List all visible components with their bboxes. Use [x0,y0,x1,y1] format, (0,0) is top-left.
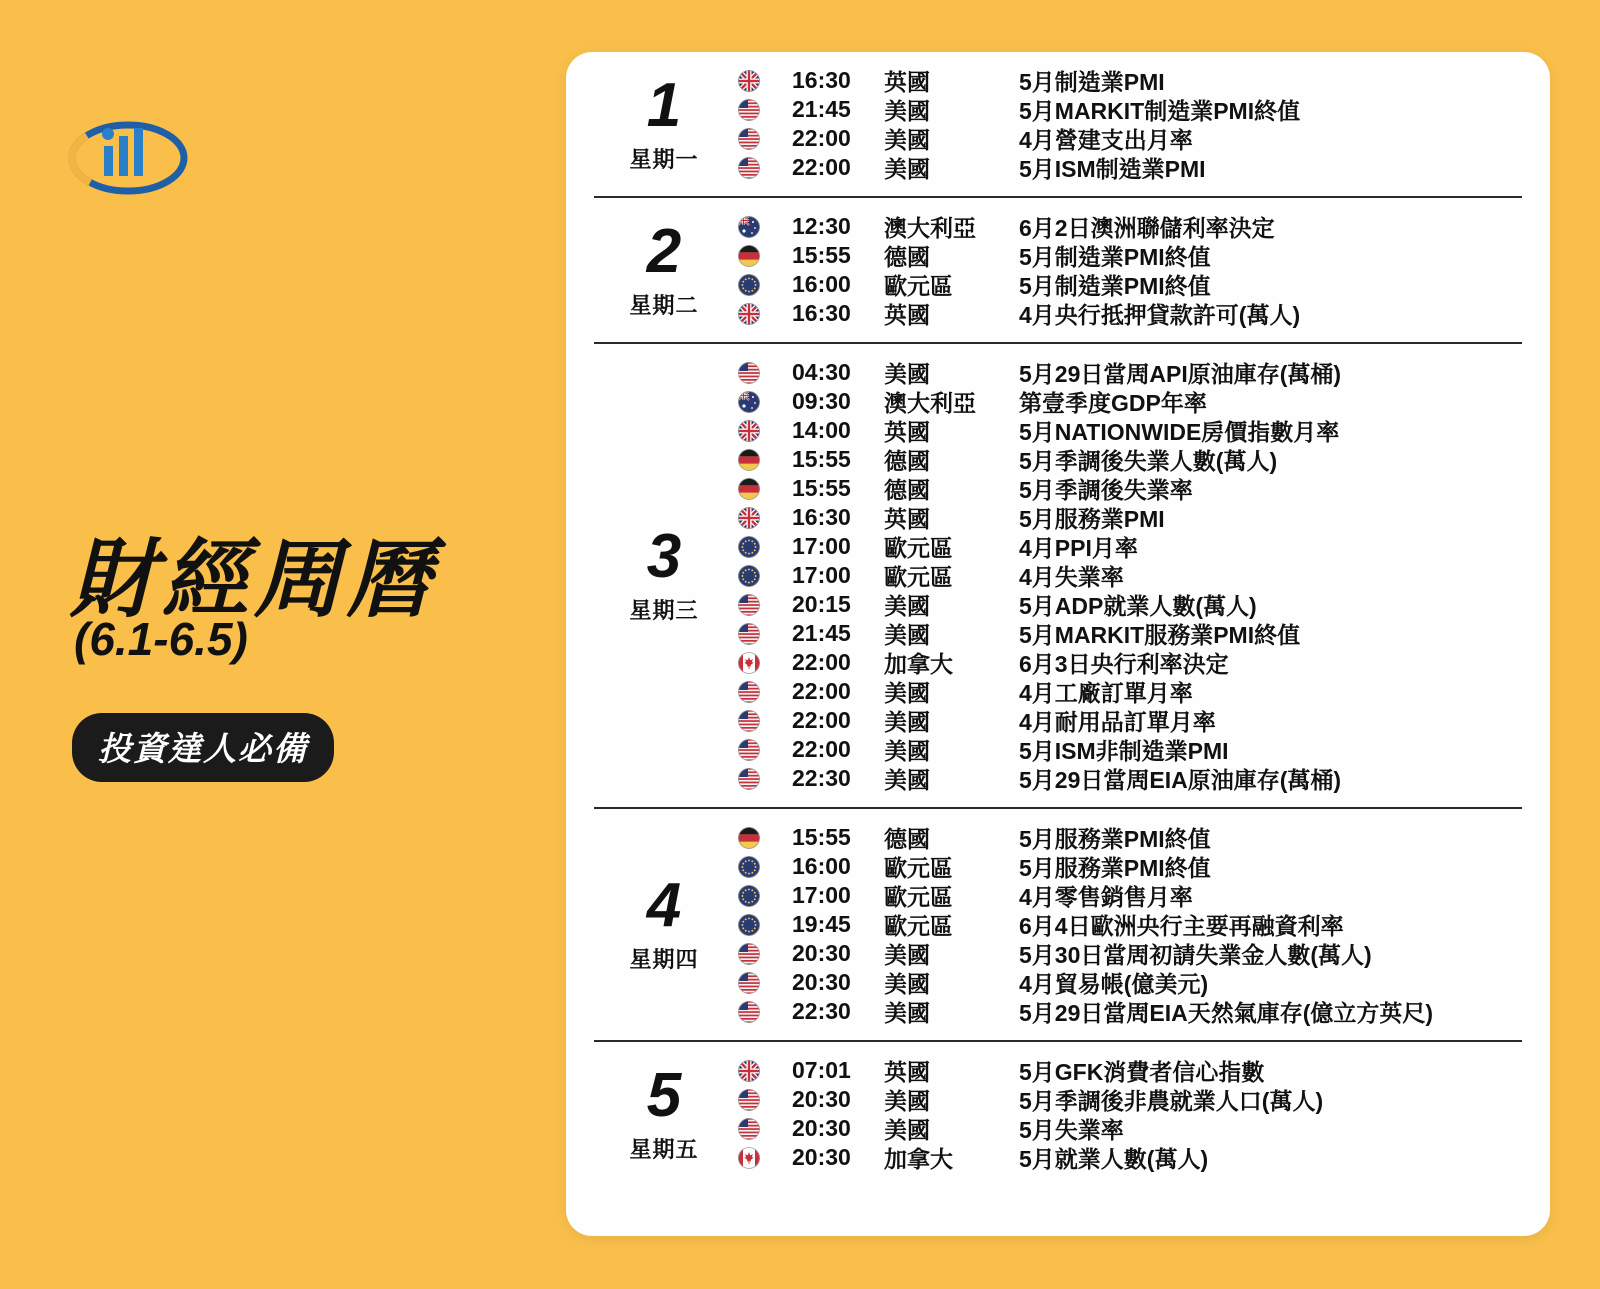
us-flag-icon [734,739,764,761]
australia-flag-icon [734,216,764,238]
event-name: 6月2日澳洲聯儲利率決定 [1019,215,1275,241]
us-flag-icon [734,157,764,179]
event-name: 6月3日央行利率決定 [1019,651,1229,677]
event-row[interactable] [734,939,1522,968]
calendar-card [566,52,1550,1236]
event-time: 20:15 [792,591,851,617]
us-flag-icon [734,128,764,150]
australia-flag-icon [734,391,764,413]
us-flag-icon [734,710,764,732]
event-row[interactable] [734,241,1522,270]
day-block [594,1040,1522,1186]
us-flag-icon [734,362,764,384]
left-panel [0,0,570,1289]
event-row[interactable] [734,66,1522,95]
event-row[interactable] [734,764,1522,793]
event-row[interactable] [734,561,1522,590]
eu-flag-icon [734,914,764,936]
event-name: 4月貿易帳(億美元) [1019,971,1209,997]
event-country: 美國 [884,127,930,153]
event-name: 5月服務業PMI [1019,506,1165,532]
us-flag-icon [734,1089,764,1111]
event-row[interactable] [734,387,1522,416]
day-block [594,196,1522,342]
day-events [734,1042,1522,1186]
event-row[interactable] [734,358,1522,387]
event-row[interactable] [734,416,1522,445]
event-name: 4月工廠訂單月率 [1019,680,1193,706]
event-time: 16:00 [792,271,851,297]
event-name: 5月季調後失業人數(萬人) [1019,448,1278,474]
event-time: 17:00 [792,562,851,588]
event-name: 6月4日歐洲央行主要再融資利率 [1019,913,1344,939]
us-flag-icon [734,972,764,994]
day-block [594,52,1522,196]
us-flag-icon [734,681,764,703]
event-country: 歐元區 [884,855,953,881]
eu-flag-icon [734,885,764,907]
event-name: 5月服務業PMI終值 [1019,855,1211,881]
day-weekday: 星期四 [629,947,699,972]
event-time: 20:30 [792,940,851,966]
day-weekday: 星期五 [629,1136,699,1162]
event-name: 5月MARKIT服務業PMI終值 [1019,622,1301,648]
event-row[interactable] [734,1085,1522,1114]
day-label [594,216,734,320]
day-events [734,198,1522,342]
day-number: 4 [646,871,682,940]
event-country: 德國 [884,448,930,474]
germany-flag-icon [734,478,764,500]
event-country: 英國 [884,419,930,445]
event-name: 5月服務業PMI終值 [1019,826,1211,852]
eu-flag-icon [734,536,764,558]
event-name: 4月零售銷售月率 [1019,884,1193,910]
event-row[interactable] [734,590,1522,619]
event-row[interactable] [734,445,1522,474]
event-row[interactable] [734,503,1522,532]
event-country: 美國 [884,971,930,997]
uk-flag-icon [734,420,764,442]
event-name: 5月失業率 [1019,1117,1124,1143]
event-row[interactable] [734,968,1522,997]
event-country: 美國 [884,156,930,182]
event-country: 加拿大 [884,1146,953,1172]
event-country: 歐元區 [884,564,953,590]
uk-flag-icon [734,507,764,529]
event-country: 英國 [884,302,930,328]
event-country: 美國 [884,1000,930,1026]
event-country: 美國 [884,361,930,387]
event-country: 美國 [884,1117,930,1143]
day-label [594,70,734,174]
event-country: 德國 [884,244,930,270]
event-row[interactable] [734,997,1522,1026]
event-time: 15:55 [792,824,851,850]
brand-logo-icon [68,112,188,197]
event-name: 4月耐用品訂單月率 [1019,709,1216,735]
day-label [594,871,734,974]
event-time: 16:30 [792,67,851,93]
event-country: 歐元區 [884,884,953,910]
eu-flag-icon [734,565,764,587]
event-country: 英國 [884,69,930,95]
event-time: 20:30 [792,1086,851,1112]
event-time: 16:00 [792,853,851,879]
event-time: 04:30 [792,359,851,385]
canada-flag-icon [734,1147,764,1169]
event-country: 美國 [884,738,930,764]
event-row[interactable] [734,910,1522,939]
event-country: 歐元區 [884,913,953,939]
event-name: 5月制造業PMI [1019,69,1165,95]
event-country: 歐元區 [884,535,953,561]
event-row[interactable] [734,881,1522,910]
event-name: 5月ISM非制造業PMI [1019,738,1229,764]
event-row[interactable] [734,823,1522,852]
us-flag-icon [734,1001,764,1023]
us-flag-icon [734,623,764,645]
event-time: 14:00 [792,417,851,443]
day-events [734,809,1522,1040]
event-time: 22:00 [792,736,851,762]
event-country: 美國 [884,1088,930,1114]
event-time: 22:00 [792,125,851,151]
event-name: 5月30日當周初請失業金人數(萬人) [1019,942,1372,968]
canada-flag-icon [734,652,764,674]
event-time: 17:00 [792,533,851,559]
event-name: 5月ISM制造業PMI [1019,156,1206,182]
event-time: 16:30 [792,300,851,326]
us-flag-icon [734,768,764,790]
event-name: 4月失業率 [1019,564,1124,590]
day-events [734,52,1522,196]
event-row[interactable] [734,270,1522,299]
event-name: 5月季調後非農就業人口(萬人) [1019,1088,1324,1114]
event-row[interactable] [734,735,1522,764]
event-country: 英國 [884,1059,930,1085]
event-row[interactable] [734,648,1522,677]
event-country: 澳大利亞 [884,215,976,241]
eu-flag-icon [734,856,764,878]
event-country: 澳大利亞 [884,390,976,416]
event-time: 12:30 [792,213,851,239]
event-country: 美國 [884,767,930,793]
event-country: 美國 [884,98,930,124]
event-row[interactable] [734,474,1522,503]
event-time: 19:45 [792,911,851,937]
event-name: 4月PPI月率 [1019,535,1138,561]
us-flag-icon [734,594,764,616]
event-time: 22:00 [792,154,851,180]
day-number: 2 [646,216,682,286]
event-row[interactable] [734,212,1522,241]
us-flag-icon [734,99,764,121]
event-row[interactable] [734,124,1522,153]
event-name: 4月央行抵押貸款許可(萬人) [1019,302,1301,328]
germany-flag-icon [734,449,764,471]
germany-flag-icon [734,245,764,267]
uk-flag-icon [734,70,764,92]
event-name: 5月29日當周EIA天然氣庫存(億立方英尺) [1019,1000,1434,1026]
event-time: 16:30 [792,504,851,530]
event-time: 15:55 [792,446,851,472]
event-country: 德國 [884,477,930,503]
event-time: 20:30 [792,969,851,995]
day-block [594,807,1522,1040]
event-name: 5月29日當周API原油庫存(萬桶) [1019,361,1342,387]
event-time: 15:55 [792,242,851,268]
event-country: 美國 [884,622,930,648]
event-time: 22:30 [792,765,851,791]
germany-flag-icon [734,827,764,849]
event-name: 5月季調後失業率 [1019,477,1193,503]
event-country: 美國 [884,709,930,735]
event-time: 07:01 [792,1057,851,1083]
day-weekday: 星期二 [629,292,699,318]
day-number: 5 [646,1060,682,1130]
event-time: 22:30 [792,998,851,1024]
event-country: 英國 [884,506,930,532]
event-row[interactable] [734,299,1522,328]
uk-flag-icon [734,303,764,325]
event-name: 4月營建支出月率 [1019,127,1193,153]
event-time: 15:55 [792,475,851,501]
us-flag-icon [734,943,764,965]
day-label [594,522,734,625]
event-row[interactable] [734,1056,1522,1085]
page-title: 財經周曆 [70,532,438,628]
event-time: 17:00 [792,882,851,908]
event-row[interactable] [734,532,1522,561]
event-name: 5月NATIONWIDE房價指數月率 [1019,419,1340,445]
event-time: 21:45 [792,96,851,122]
day-events [734,344,1522,807]
event-row[interactable] [734,95,1522,124]
event-name: 5月ADP就業人數(萬人) [1019,593,1257,619]
event-time: 21:45 [792,620,851,646]
day-block [594,342,1522,807]
date-range-subtitle: (6.1-6.5) [74,613,248,665]
event-row[interactable] [734,677,1522,706]
event-row[interactable] [734,852,1522,881]
event-row[interactable] [734,706,1522,735]
event-country: 美國 [884,593,930,619]
event-row[interactable] [734,619,1522,648]
event-time: 20:30 [792,1115,851,1141]
event-name: 5月就業人數(萬人) [1019,1146,1209,1172]
event-name: 5月制造業PMI終值 [1019,273,1211,299]
tagline-badge: 投資達人必備 [72,713,334,782]
day-weekday: 星期三 [629,598,699,623]
event-country: 歐元區 [884,273,953,299]
event-name: 5月GFK消費者信心指數 [1019,1059,1265,1085]
event-name: 5月MARKIT制造業PMI終值 [1019,98,1301,124]
event-name: 5月29日當周EIA原油庫存(萬桶) [1019,767,1342,793]
uk-flag-icon [734,1060,764,1082]
event-row[interactable] [734,1114,1522,1143]
event-time: 22:00 [792,649,851,675]
event-row[interactable] [734,1143,1522,1172]
event-time: 20:30 [792,1144,851,1170]
event-name: 5月制造業PMI終值 [1019,244,1211,270]
eu-flag-icon [734,274,764,296]
day-label [594,1060,734,1164]
event-time: 22:00 [792,678,851,704]
event-country: 德國 [884,826,930,852]
day-number: 1 [646,70,682,140]
event-row[interactable] [734,153,1522,182]
day-number: 3 [646,522,682,591]
event-name: 第壹季度GDP年率 [1019,390,1207,416]
day-weekday: 星期一 [629,146,699,172]
event-country: 加拿大 [884,651,953,677]
event-country: 美國 [884,942,930,968]
event-time: 09:30 [792,388,851,414]
event-time: 22:00 [792,707,851,733]
us-flag-icon [734,1118,764,1140]
event-country: 美國 [884,680,930,706]
